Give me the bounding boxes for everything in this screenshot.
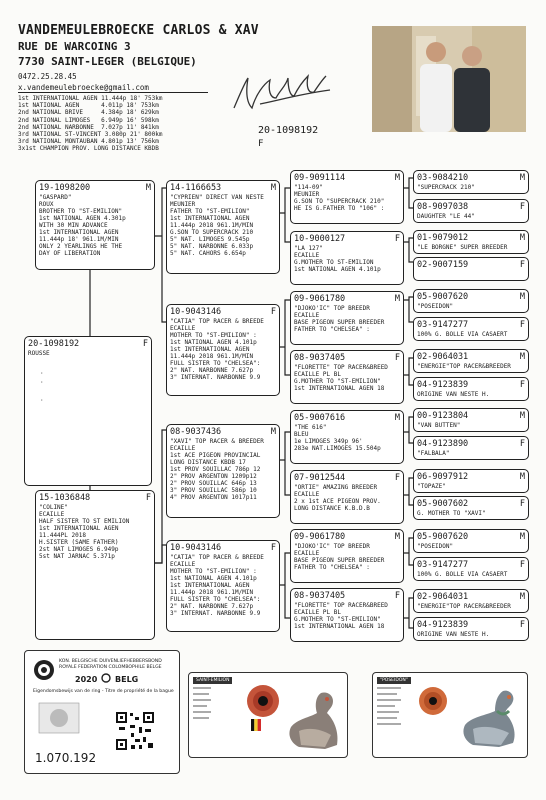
info-line: 1st INTERNATIONAL AGEN: [39, 229, 119, 236]
sex-label: M: [145, 183, 151, 193]
ring-number: 01-9079012: [417, 233, 469, 243]
info-line: 3" INTERNAT. NARBONNE 9.9: [170, 374, 261, 381]
ring-number: 05-9007602: [417, 499, 469, 509]
pigeon-box-gp-3[interactable]: [166, 424, 280, 518]
ring-number: 02-9007159: [417, 260, 469, 270]
marks: · · ·: [40, 370, 44, 404]
breeder-name: VANDEMEULEBROECKE CARLOS & XAV: [18, 23, 259, 38]
sex-label: M: [519, 411, 525, 421]
info-line: ECAILLE: [39, 511, 65, 518]
info-line: "DJOKO'IC" TOP BREEDR: [294, 305, 370, 312]
info-line: 100% G. BOLLE VIA CASAERT: [417, 331, 508, 338]
info-line: 2" PROV ARGENTON 1209p12: [170, 473, 257, 480]
info-line: "ENERGIE"TOP RACER&BREEDER: [417, 363, 511, 370]
ring-number: 02-9064031: [417, 352, 469, 362]
info-line: "GASPARD": [39, 194, 72, 201]
info-line: ROUX: [39, 201, 54, 208]
result-line: 3x1st CHAMPION PROV. LONG DISTANCE KBDB: [18, 145, 159, 153]
info-line: 1st NATIONAL AGEN 4.101p: [294, 266, 381, 273]
info-line: 2st NAT LIMOGES 6.949p: [39, 546, 119, 553]
info-line: "DJOKO'IC" TOP BREEDR: [294, 543, 370, 550]
subject-ring-number: 20-1098192: [258, 125, 319, 136]
sex-label: F: [519, 560, 525, 570]
ring-number: 03-9147277: [417, 560, 469, 570]
qr-code-icon: [115, 711, 155, 751]
info-line: 5" NAT. NARBONNE 6.033p: [170, 243, 254, 250]
pigeon-panel-right: [372, 672, 528, 758]
ring-number: 04-9123890: [417, 439, 469, 449]
pigeon-box-ggp-4[interactable]: [290, 350, 404, 404]
info-line: MOTHER TO "ST-EMILION" :: [170, 332, 257, 339]
pigeon-image: [453, 685, 525, 755]
ring-number: 04-9123839: [417, 620, 469, 630]
breeder-street: RUE DE WARCOING 3: [18, 40, 131, 53]
sex-label: F: [394, 234, 400, 244]
ring-number: 08-9037405: [294, 353, 346, 363]
info-line: HE IS G.FATHER TO "106" :: [294, 205, 385, 212]
pigeon-box-gggp-9[interactable]: [413, 408, 529, 432]
ring-symbol-icon: [101, 673, 111, 683]
result-line: 2nd NATIONAL BRIVE 4.384p 18' 629km: [18, 109, 159, 117]
info-line: ECAILLE: [170, 561, 196, 568]
pigeon-eye-image: [417, 685, 449, 717]
info-line: 2 x 1st ACE PIGEON PROV.: [294, 498, 381, 505]
info-line: ECAILLE: [294, 550, 320, 557]
info-line: 5st NAT JARNAC 5.371p: [39, 553, 115, 560]
card-year: 2020: [75, 675, 98, 684]
info-line: 1st NATIONAL AGEN 4.101p: [170, 575, 257, 582]
ring-number: 05-9007620: [417, 292, 469, 302]
info-line: "COLINE": [39, 504, 68, 511]
pigeon-box-gggp-15[interactable]: [413, 589, 529, 613]
org-name-nl: KON. BELGISCHE DUIVENLIEFHEBBERSBOND: [59, 659, 162, 664]
panel-text-lines: [193, 687, 213, 755]
info-line: 2" NAT. NARBONNE 7.627p: [170, 367, 254, 374]
sex-label: M: [519, 292, 525, 302]
pigeon-box-gp-4[interactable]: [166, 540, 280, 632]
pigeon-box-ggp-7[interactable]: [290, 529, 404, 583]
sex-label: M: [519, 352, 525, 362]
sex-label: F: [519, 202, 525, 212]
info-line: FATHER TO "CHELSEA" :: [294, 326, 370, 333]
info-line: ECAILLE PL BL: [294, 371, 341, 378]
info-line: 1st NATIONAL AGEN 4.101p: [170, 339, 257, 346]
info-line: "XAVI" TOP RACER & BREEDER: [170, 438, 264, 445]
ring-certificate-card: [24, 650, 180, 774]
info-line: MEUNIER: [294, 191, 320, 198]
ring-number: 19-1098200: [39, 183, 91, 193]
pigeon-box-gggp-4[interactable]: [413, 257, 529, 281]
info-line: ORIGINE VAN NESTE H.: [417, 631, 490, 638]
info-line: 11.444PL 2018: [39, 532, 86, 539]
info-line: 1st INTERNATIONAL AGEN 18: [294, 623, 385, 630]
result-line: 2nd NATIONAL LIMOGES 6.949p 16' 598km: [18, 116, 159, 124]
info-line: "LE BORGNE" SUPER BREEDER: [417, 244, 508, 251]
result-line: 2nd NATIONAL NARBONNE 7.027p 11' 841km: [18, 123, 159, 131]
sex-label: M: [394, 173, 400, 183]
pigeon-box-ggp-5[interactable]: [290, 410, 404, 464]
ring-number: 04-9123839: [417, 380, 469, 390]
info-line: 283e NAT.LIMOGES 15.504p: [294, 445, 381, 452]
card-country: BELG: [115, 675, 139, 684]
info-line: 2" NAT. NARBONNE 7.627p: [170, 603, 254, 610]
pigeon-box-ggp-3[interactable]: [290, 291, 404, 345]
pigeon-box-gp-2[interactable]: [166, 304, 280, 396]
info-line: "VAN BUTTEN": [417, 422, 461, 429]
info-line: BLEU: [294, 431, 309, 438]
panel-tag: "POSEIDON": [377, 677, 411, 684]
info-line: 1st NATIONAL AGEN 4.301p: [39, 215, 126, 222]
pigeon-box-ggp-2[interactable]: [290, 231, 404, 285]
info-line: "114-09": [294, 184, 323, 191]
info-line: 5" NAT. LIMOGES 9.545p: [170, 236, 250, 243]
info-line: 100% G. BOLLE VIA CASAERT: [417, 571, 508, 578]
pigeon-box-gggp-8[interactable]: [413, 377, 529, 401]
ring-number: 20-1098192: [28, 339, 80, 349]
info-line: LONG DISTANCE KBDB 17: [170, 459, 246, 466]
sex-label: F: [519, 380, 525, 390]
info-line: FATHER TO "CHELSEA" :: [294, 564, 370, 571]
info-line: ONLY 2 YEARLINGS HE THE: [39, 243, 123, 250]
ring-number: 03-9084210: [417, 173, 469, 183]
info-line: G.MOTHER TO "ST-EMILION": [294, 378, 381, 385]
sex-label: M: [394, 294, 400, 304]
info-line: "POSEIDON": [417, 543, 454, 550]
info-line: "FALBALA": [417, 450, 450, 457]
info-line: 11.444p 18' 961.1M/MIN: [39, 236, 119, 243]
ring-number: 07-9012544: [294, 473, 346, 483]
info-line: "POSEIDON": [417, 303, 454, 310]
subject-sex: F: [258, 139, 264, 149]
panel-text-lines: [377, 687, 403, 755]
info-line: "CATIA" TOP RACER & BREEDE: [170, 318, 264, 325]
info-line: ORIGINE VAN NESTE H.: [417, 391, 490, 398]
pigeon-box-gggp-6[interactable]: [413, 317, 529, 341]
info-line: LONG DISTANCE K.B.D.B: [294, 505, 370, 512]
info-line: ECAILLE: [294, 491, 320, 498]
sex-label: M: [519, 173, 525, 183]
ring-number: 08-9097038: [417, 202, 469, 212]
ring-number: 09-9061780: [294, 294, 346, 304]
result-line: 1st NATIONAL AGEN 4.011p 18' 753km: [18, 102, 159, 110]
pigeon-box-ggp-1[interactable]: [290, 170, 404, 224]
pigeon-box-gggp-5[interactable]: [413, 289, 529, 313]
pigeon-image: [281, 687, 345, 755]
sex-label: M: [519, 532, 525, 542]
info-line: "FLORETTE" TOP RACER&BREED: [294, 364, 388, 371]
info-line: DAUGHTER "LE 44": [417, 213, 475, 220]
ring-number: 14-1166653: [170, 183, 222, 193]
info-line: 1e LIMOGES 349p 96': [294, 438, 363, 445]
info-line: 1st PROV SOUILLAC 786p 12: [170, 466, 261, 473]
info-line: 1st ACE PIGEON PROVINCIAL: [170, 452, 261, 459]
pigeon-box-dam[interactable]: [35, 490, 155, 640]
pigeon-box-gggp-7[interactable]: [413, 349, 529, 373]
info-line: "SUPERCRACK 210": [417, 184, 475, 191]
info-line: ECAILLE: [294, 252, 320, 259]
pigeon-box-gggp-12[interactable]: [413, 496, 529, 520]
pigeon-box-gp-1[interactable]: [166, 180, 280, 274]
info-line: HALF SISTER TO ST EMILION: [39, 518, 130, 525]
info-line: "CYPRIEN" DIRECT VAN NESTE: [170, 194, 264, 201]
info-line: G.SON TO SUPERCRACK 210: [170, 229, 254, 236]
result-line: 3rd NATIONAL MONTAUBAN 4.801p 13' 756km: [18, 138, 159, 146]
pigeon-panel-left: [188, 672, 348, 758]
sex-label: F: [270, 307, 276, 317]
sex-label: F: [519, 499, 525, 509]
ring-number: 15-1036848: [39, 493, 91, 503]
info-line: "LA 127": [294, 245, 323, 252]
info-line: 1st INTERNATIONAL AGEN: [39, 525, 119, 532]
info-line: 3" PROV SOUILLAC 586p 10: [170, 487, 257, 494]
info-line: DAY OF LIBERATION: [39, 250, 101, 257]
breeder-email[interactable]: x.vandemeulebroecke@gmail.com: [18, 83, 208, 93]
sex-label: M: [394, 532, 400, 542]
sex-label: M: [270, 427, 276, 437]
sex-label: F: [519, 320, 525, 330]
sex-label: F: [145, 493, 151, 503]
info-line: ECAILLE: [170, 325, 196, 332]
sex-label: F: [519, 620, 525, 630]
info-line: G.SON TO "SUPERCRACK 210": [294, 198, 385, 205]
result-line: 3rd NATIONAL ST-VINCENT 3.080p 21' 800km: [18, 131, 163, 139]
ring-number: 05-9007620: [417, 532, 469, 542]
info-line: 1st INTERNATIONAL AGEN: [170, 346, 250, 353]
info-line: "ORTIE" AMAZING BREEDER: [294, 484, 378, 491]
org-name-fr: ROYALE FEDERATION COLOMBOPHILE BELGE: [59, 665, 162, 670]
card-title: Eigendomsbewijs van de ring - Titre de propriété de la bague: [33, 689, 174, 694]
sex-label: F: [142, 339, 148, 349]
info-line: MOTHER TO "ST-EMILION" :: [170, 568, 257, 575]
pigeon-box-gggp-16[interactable]: [413, 617, 529, 641]
info-line: FATHER TO "ST-EMILION": [170, 208, 250, 215]
pigeon-box-gggp-13[interactable]: [413, 529, 529, 553]
pigeon-box-ggp-8[interactable]: [290, 588, 404, 642]
kbdb-logo-icon: [33, 659, 55, 681]
sex-label: M: [519, 233, 525, 243]
pigeon-box-ggp-6[interactable]: [290, 470, 404, 524]
pigeon-box-sire[interactable]: [35, 180, 155, 270]
info-line: 1st INTERNATIONAL AGEN: [170, 215, 250, 222]
sex-label: F: [394, 473, 400, 483]
info-line: ECAILLE: [294, 312, 320, 319]
info-line: 11.444p 2018 961.1M/MIN: [170, 353, 254, 360]
info-line: ECAILLE: [170, 445, 196, 452]
info-line: FULL SISTER TO "CHELSEA":: [170, 596, 261, 603]
ring-number: 00-9123804: [417, 411, 469, 421]
info-line: 4" PROV ARGENTON 1017p11: [170, 494, 257, 501]
info-line: BASE PIGEON SUPER BREEDER: [294, 319, 385, 326]
sex-label: F: [270, 543, 276, 553]
card-number: 1.070.192: [35, 751, 97, 765]
info-line: G.MOTHER TO ST-EMILION: [294, 259, 374, 266]
ring-number: 10-9043146: [170, 307, 222, 317]
breeder-city: 7730 SAINT-LEGER (BELGIQUE): [18, 55, 197, 68]
pigeon-box-gggp-10[interactable]: [413, 436, 529, 460]
panel-tag: SAINT-EMILION: [193, 677, 232, 684]
card-emblem: [33, 699, 85, 759]
pigeon-box-gggp-14[interactable]: [413, 557, 529, 581]
info-line: 1st INTERNATIONAL AGEN: [170, 582, 250, 589]
ring-number: 09-9061780: [294, 532, 346, 542]
sex-label: F: [394, 591, 400, 601]
sex-label: M: [519, 472, 525, 482]
info-line: MEUNIER: [170, 201, 196, 208]
info-line: "THE 616": [294, 424, 327, 431]
sex-label: F: [519, 439, 525, 449]
pigeon-box-main[interactable]: [24, 336, 152, 486]
info-line: 1st INTERNATIONAL AGEN 18: [294, 385, 385, 392]
sex-label: F: [394, 353, 400, 363]
info-line: 3" INTERNAT. NARBONNE 9.9: [170, 610, 261, 617]
pigeon-box-gggp-11[interactable]: [413, 469, 529, 493]
info-line: BROTHER TO "ST-EMILION": [39, 208, 123, 215]
info-line: "ENERGIE"TOP RACER&BREEDER: [417, 603, 511, 610]
ring-number: 10-9000127: [294, 234, 346, 244]
sex-label: M: [519, 592, 525, 602]
result-line: 1st INTERNATIONAL AGEN 11.444p 18' 753km: [18, 95, 163, 102]
sex-label: M: [270, 183, 276, 193]
ring-number: 08-9037436: [170, 427, 222, 437]
ring-number: 10-9043146: [170, 543, 222, 553]
info-line: FULL SISTER TO "CHELSEA":: [170, 360, 261, 367]
ring-number: 03-9147277: [417, 320, 469, 330]
info-line: "FLORETTE" TOP RACER&BREED: [294, 602, 388, 609]
info-line: G.MOTHER TO "ST-EMILION": [294, 616, 381, 623]
sex-label: F: [519, 260, 525, 270]
info-line: 11.444p 2018 961.1M/MIN: [170, 222, 254, 229]
ring-number: 08-9037405: [294, 591, 346, 601]
info-line: G. MOTHER TO "XAVI": [417, 510, 486, 517]
info-line: 11.444p 2018 961.1M/MIN: [170, 589, 254, 596]
info-line: ROUSSE: [28, 350, 50, 357]
info-line: 5" NAT. CAHORS 6.654p: [170, 250, 246, 257]
pigeon-eye-image: [245, 683, 281, 719]
info-line: BASE PIGEON SUPER BREEDER: [294, 557, 385, 564]
ring-number: 09-9091114: [294, 173, 346, 183]
ring-number: 02-9064031: [417, 592, 469, 602]
info-line: "CATIA" TOP RACER & BREEDE: [170, 554, 264, 561]
info-line: ECAILLE PL BL: [294, 609, 341, 616]
info-line: H.SISTER (SAME FATHER): [39, 539, 119, 546]
ring-number: 06-9097912: [417, 472, 469, 482]
info-line: WITH 30 MIN ADVANCE: [39, 222, 108, 229]
pigeon-box-gggp-2[interactable]: [413, 199, 529, 223]
sex-label: M: [394, 413, 400, 423]
flag-icon: [251, 719, 261, 731]
info-line: "TOPAZE": [417, 483, 446, 490]
breeder-phone: 0472.25.28.45: [18, 72, 77, 81]
pigeon-box-gggp-1[interactable]: [413, 170, 529, 194]
ring-number: 05-9007616: [294, 413, 346, 423]
pigeon-box-gggp-3[interactable]: [413, 230, 529, 254]
info-line: 2" PROV SOUILLAC 646p 13: [170, 480, 257, 487]
